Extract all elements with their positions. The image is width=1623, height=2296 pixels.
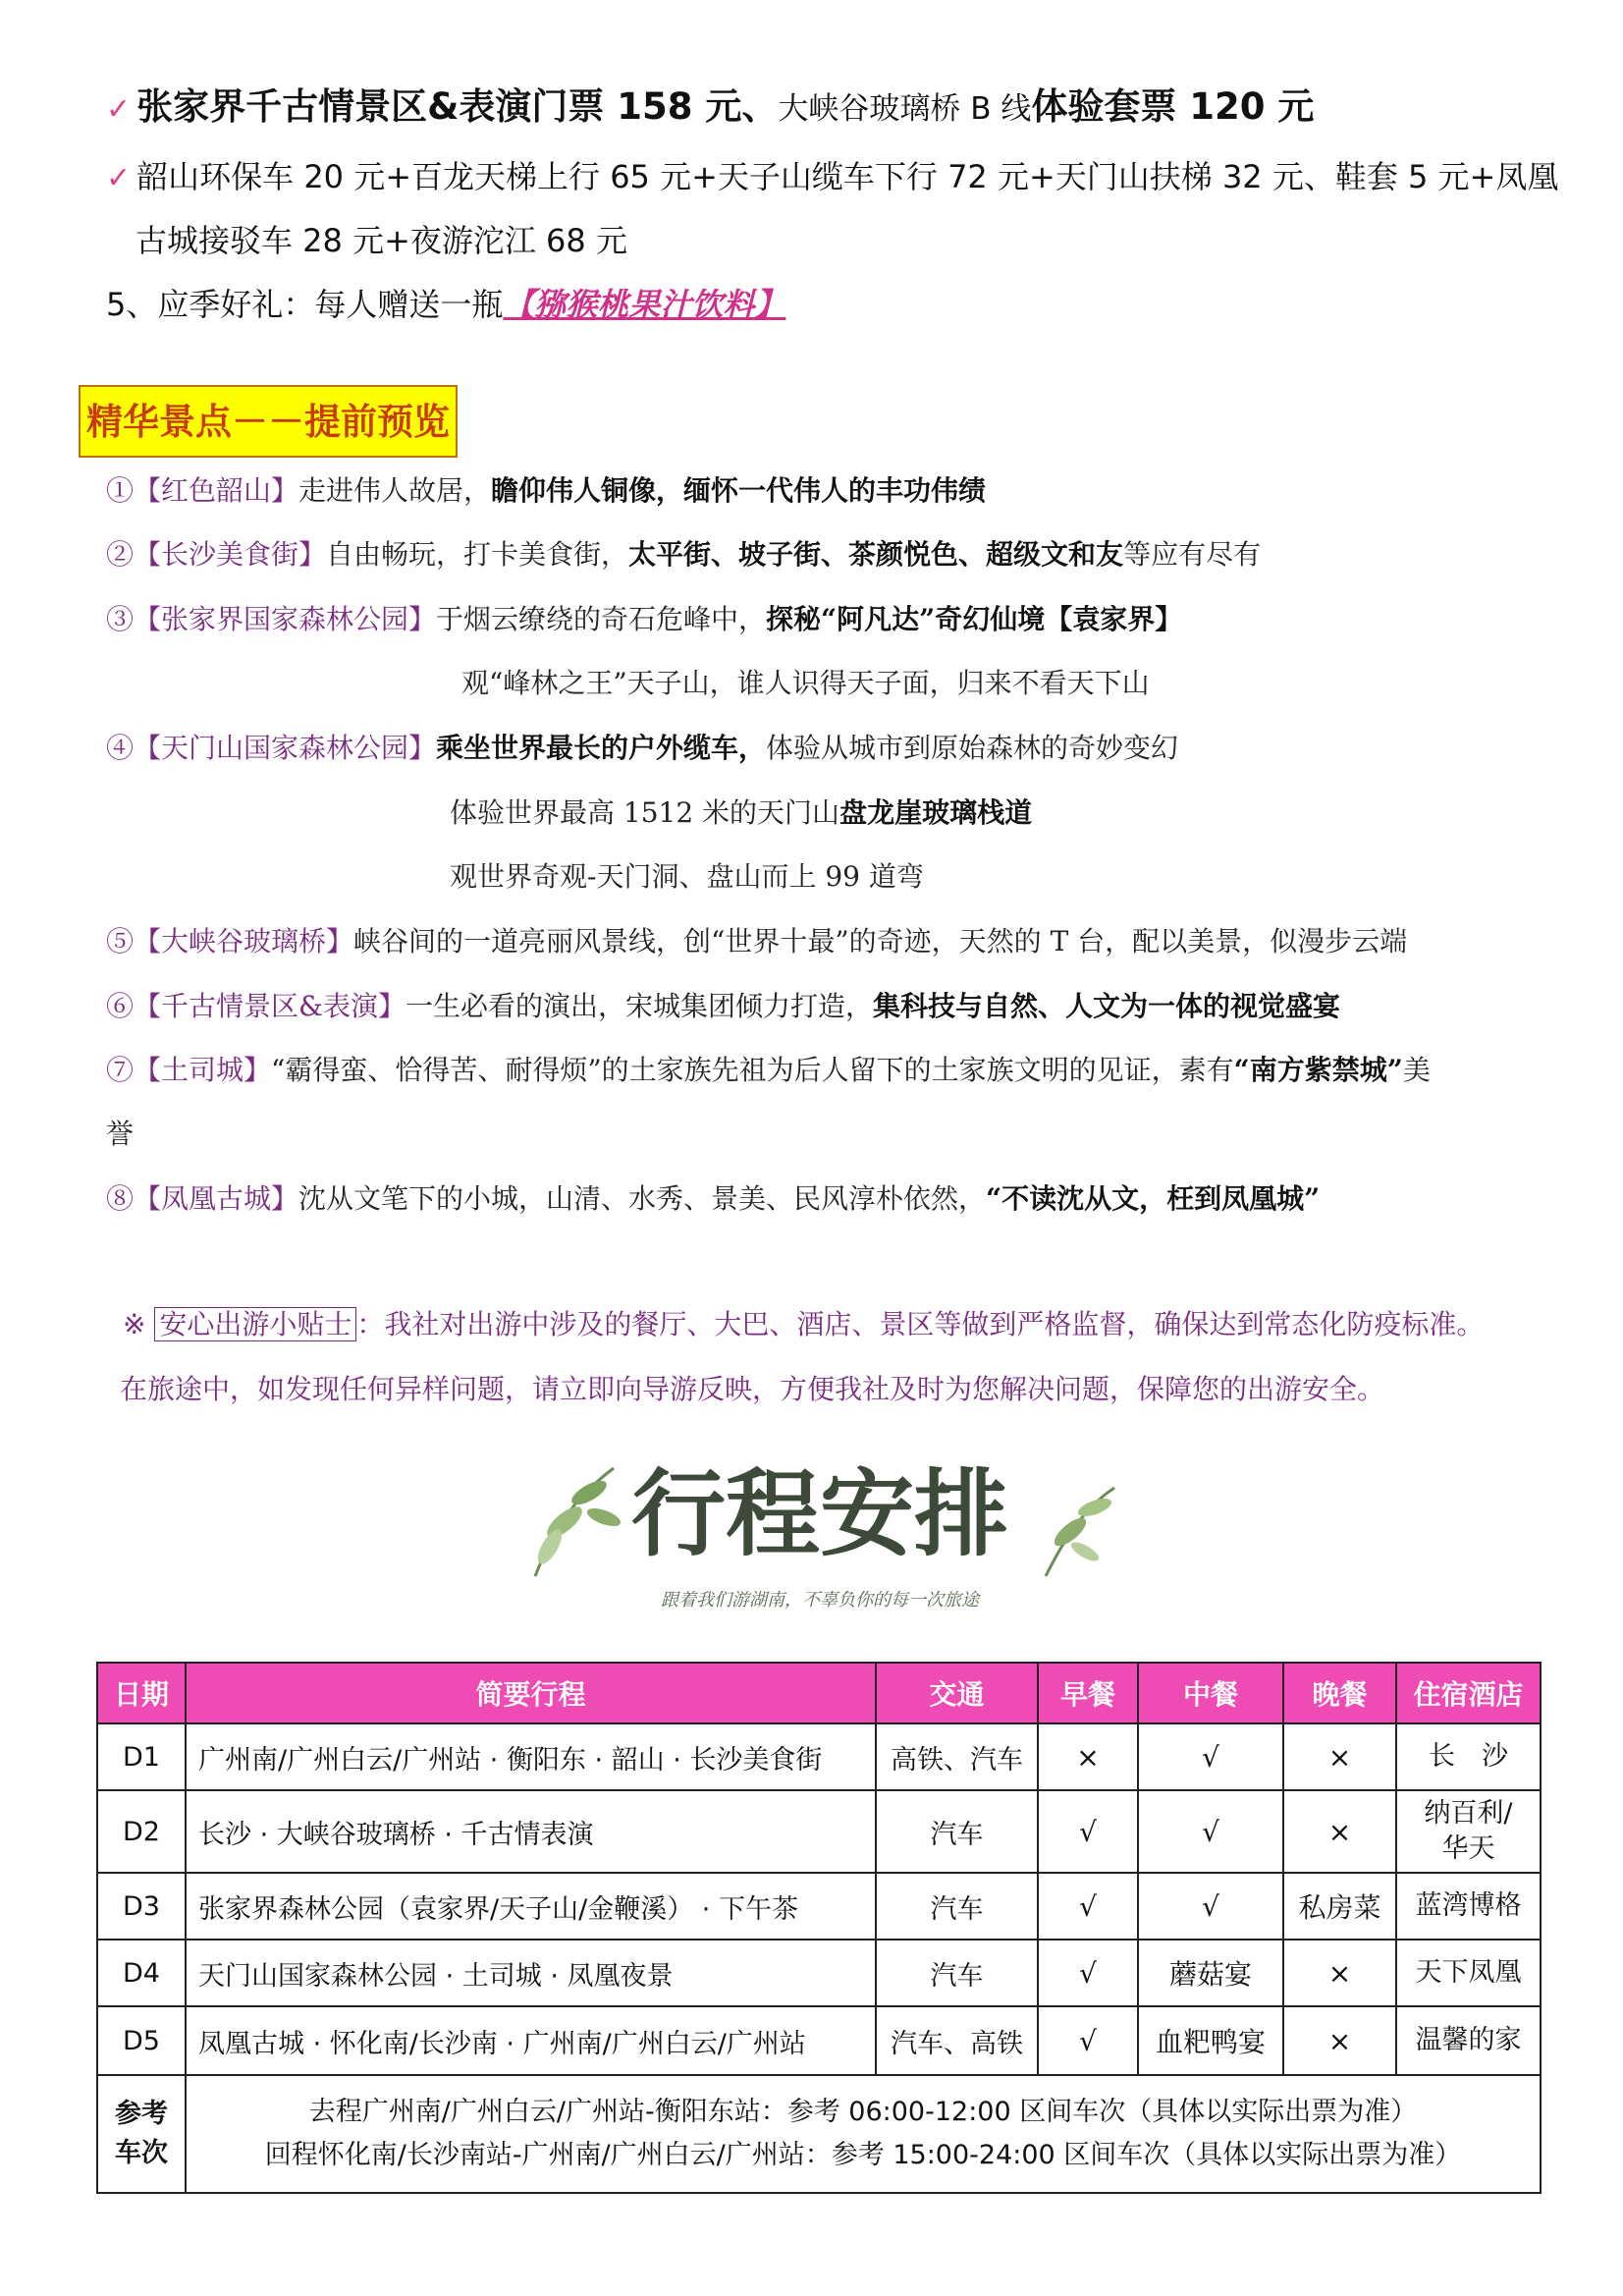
itinerary-banner (496, 1429, 1134, 1625)
highlight-tag: 【长沙美食街】 (134, 538, 327, 571)
highlight-tag: 【千古情景区&表演】 (134, 990, 406, 1022)
gift-link: 【猕猴桃果汁饮料】 (503, 286, 786, 323)
highlight-line (106, 598, 1182, 637)
day-cell: D4 (97, 1940, 186, 2006)
route-cell: 张家界森林公园（袁家界/天子山/金鞭溪） · 下午茶 (186, 1873, 876, 1940)
transport-cell: 汽车 (876, 1873, 1038, 1940)
highlight-tag: 【张家界国家森林公园】 (134, 603, 437, 635)
route-cell: 广州南/广州白云/广州站 · 衡阳东 · 韶山 · 长沙美食街 (186, 1723, 876, 1790)
transport-cell: 高铁、汽车 (876, 1723, 1038, 1790)
reference-mark-icon: ※ (123, 1308, 146, 1340)
check-icon: ✓ (106, 92, 132, 127)
transport-fees-text: 韶山环保车 20 元+百龙天梯上行 65 元+天子山缆车下行 72 元+天门山扶梯 32 元、鞋套 5 元+凤凰 (136, 158, 1559, 195)
hotel-cell: 温馨的家 (1396, 2006, 1541, 2075)
highlight-number: ⑥ (106, 990, 135, 1022)
tips-line-1 (123, 1303, 1484, 1342)
highlight-tag: 【大峡谷玻璃桥】 (134, 925, 354, 957)
header-dinner: 晚餐 (1283, 1663, 1396, 1723)
dinner-cell: 私房菜 (1283, 1873, 1396, 1940)
leaf-decoration-right-icon (1046, 1488, 1114, 1576)
highlight-number: ⑦ (106, 1054, 135, 1086)
lunch-cell: √ (1138, 1790, 1283, 1873)
gift-prefix: 5、应季好礼：每人赠送一瓶 (106, 286, 504, 323)
header-hotel: 住宿酒店 (1396, 1663, 1541, 1723)
table-row (97, 1940, 1541, 2006)
highlight-text: 一生必看的演出，宋城集团倾力打造， (405, 990, 873, 1022)
highlight-text: 沈从文笔下的小城，山清、水秀、景美、民风淳朴依然， (298, 1182, 987, 1215)
lunch-cell: 血粑鸭宴 (1138, 2006, 1283, 2075)
transport-cell: 汽车 (876, 1790, 1038, 1873)
highlight-number: ④ (106, 732, 135, 764)
highlight-bold: 乘坐世界最长的户外缆车， (436, 732, 767, 764)
highlight-bold: 瞻仰伟人铜像，缅怀一代伟人的丰功伟绩 (491, 474, 987, 507)
reference-label: 参考 车次 (97, 2075, 186, 2193)
highlight-line (461, 662, 1150, 701)
highlight-bold: 盘龙崖玻璃栈道 (839, 796, 1033, 829)
ticket-line-3: 古城接驳车 28 元+夜游沱江 68 元 (135, 222, 627, 259)
day-cell: D3 (97, 1873, 186, 1940)
highlight-line (106, 533, 1261, 573)
highlight-line (106, 985, 1340, 1024)
highlight-tag: 【土司城】 (134, 1054, 272, 1086)
highlight-bold: 集科技与自然、人文为一体的视觉盛宴 (872, 990, 1340, 1022)
highlight-text: 体验世界最高 1512 米的天门山 (450, 796, 840, 829)
table-row (97, 1790, 1541, 1873)
route-cell: 凤凰古城 · 怀化南/长沙南 · 广州南/广州白云/广州站 (186, 2006, 876, 2075)
ticket-line-1 (106, 77, 1314, 130)
tips-text-1: ：我社对出游中涉及的餐厅、大巴、酒店、景区等做到严格监督，确保达到常态化防疫标准。 (356, 1308, 1485, 1340)
highlight-line (106, 727, 1178, 766)
highlight-text: 走进伟人故居， (298, 474, 492, 507)
ticket-3-text: 体验套票 120 元 (1031, 85, 1315, 128)
highlight-text: 誉 (106, 1118, 135, 1150)
leaf-decoration-left-icon (533, 1468, 622, 1576)
reference-return: 回程怀化南/长沙南站-广州南/广州白云/广州站：参考 15:00-24:00 区间车次（具体以实际出票为准） (264, 2140, 1462, 2170)
check-icon: ✓ (106, 161, 132, 195)
table-row (97, 1873, 1541, 1940)
hotel-cell: 纳百利/ 华天 (1396, 1790, 1541, 1873)
highlight-tail: 体验从城市到原始森林的奇妙变幻 (766, 732, 1179, 764)
highlight-bold: 太平街、坡子街、茶颜悦色、超级文和友 (628, 538, 1124, 571)
header-transport: 交通 (876, 1663, 1038, 1723)
lunch-cell: √ (1138, 1723, 1283, 1790)
lunch-cell: √ (1138, 1873, 1283, 1940)
tips-label: 安心出游小贴士 (154, 1307, 356, 1341)
highlight-tail: 美 (1402, 1054, 1431, 1086)
highlight-number: ⑤ (106, 925, 135, 957)
highlight-text: 自由畅玩，打卡美食街， (326, 538, 629, 571)
dinner-cell: × (1283, 2006, 1396, 2075)
gift-line (106, 280, 785, 325)
highlight-line (106, 1177, 1320, 1217)
highlight-tag: 【天门山国家森林公园】 (134, 732, 437, 764)
breakfast-cell: × (1038, 1723, 1138, 1790)
day-cell: D1 (97, 1723, 186, 1790)
highlight-tag: 【凤凰古城】 (134, 1182, 299, 1215)
highlight-text: 于烟云缭绕的奇石危峰中， (436, 603, 767, 635)
itinerary-table (96, 1662, 1542, 2194)
route-cell: 天门山国家森林公园 · 土司城 · 凤凰夜景 (186, 1940, 876, 2006)
highlight-number: ① (106, 474, 135, 507)
highlight-text: 峡谷间的一道亮丽风景线，创“世界十最”的奇迹，天然的 T 台，配以美景，似漫步云端 (353, 925, 1408, 957)
tips-line-2: 在旅途中，如发现任何异样问题，请立即向导游反映，方便我社及时为您解决问题，保障您的出游安全。 (120, 1373, 1385, 1405)
highlight-number: ⑧ (106, 1182, 135, 1215)
highlight-line (106, 1113, 134, 1152)
header-route: 简要行程 (186, 1663, 876, 1723)
lunch-cell: 蘑菇宴 (1138, 1940, 1283, 2006)
highlight-line (106, 469, 986, 509)
dinner-cell: × (1283, 1940, 1396, 2006)
header-lunch: 中餐 (1138, 1663, 1283, 1723)
breakfast-cell: √ (1038, 1873, 1138, 1940)
ticket-1-text: 张家界千古情景区&表演门票 158 元、 (136, 85, 779, 128)
reference-text (186, 2075, 1541, 2193)
highlight-bold: “南方紫禁城” (1233, 1054, 1403, 1086)
highlight-line (106, 1049, 1431, 1088)
highlight-bold: 探秘“阿凡达”奇幻仙境【袁家界】 (766, 603, 1183, 635)
breakfast-cell: √ (1038, 1940, 1138, 2006)
day-cell: D5 (97, 2006, 186, 2075)
header-date: 日期 (97, 1663, 186, 1723)
reference-row (97, 2075, 1541, 2193)
table-header-row (97, 1663, 1541, 1723)
day-cell: D2 (97, 1790, 186, 1873)
highlight-line (106, 920, 1407, 959)
route-cell: 长沙 · 大峡谷玻璃桥 · 千古情表演 (186, 1790, 876, 1873)
reference-outbound: 去程广州南/广州白云/广州站-衡阳东站：参考 06:00-12:00 区间车次（具体以实际出票为准） (308, 2097, 1418, 2127)
breakfast-cell: √ (1038, 2006, 1138, 2075)
highlight-line (450, 792, 1032, 831)
highlight-tail: 等应有尽有 (1123, 538, 1262, 571)
table-row (97, 1723, 1541, 1790)
highlight-number: ② (106, 538, 135, 571)
highlight-line (450, 855, 924, 895)
highlight-bold: “不读沈从文，枉到凤凰城” (986, 1182, 1321, 1215)
banner-subtitle: 跟着我们游湖南，不辜负你的每一次旅途 (661, 1590, 979, 1611)
table-row (97, 2006, 1541, 2075)
transport-cell: 汽车 (876, 1940, 1038, 2006)
ticket-line-2 (106, 152, 1558, 197)
hotel-cell: 长 沙 (1396, 1723, 1541, 1790)
highlight-text: 观“峰林之王”天子山，谁人识得天子面，归来不看天下山 (461, 667, 1150, 699)
hotel-cell: 天下凤凰 (1396, 1940, 1541, 2006)
highlight-tag: 【红色韶山】 (134, 474, 299, 507)
dinner-cell: × (1283, 1790, 1396, 1873)
ticket-2-text: 大峡谷玻璃桥 B 线 (778, 91, 1032, 127)
transport-cell: 汽车、高铁 (876, 2006, 1038, 2075)
breakfast-cell: √ (1038, 1790, 1138, 1873)
highlight-text: 观世界奇观-天门洞、盘山而上 99 道弯 (450, 860, 924, 893)
dinner-cell: × (1283, 1723, 1396, 1790)
highlight-text: “霸得蛮、恰得苦、耐得烦”的土家族先祖为后人留下的土家族文明的见证，素有 (271, 1054, 1234, 1086)
hotel-cell: 蓝湾博格 (1396, 1873, 1541, 1940)
highlight-number: ③ (106, 603, 135, 635)
banner-title: 行程安排 (631, 1458, 1008, 1569)
section-heading: 精华景点－－提前预览 (79, 385, 458, 458)
header-breakfast: 早餐 (1038, 1663, 1138, 1723)
